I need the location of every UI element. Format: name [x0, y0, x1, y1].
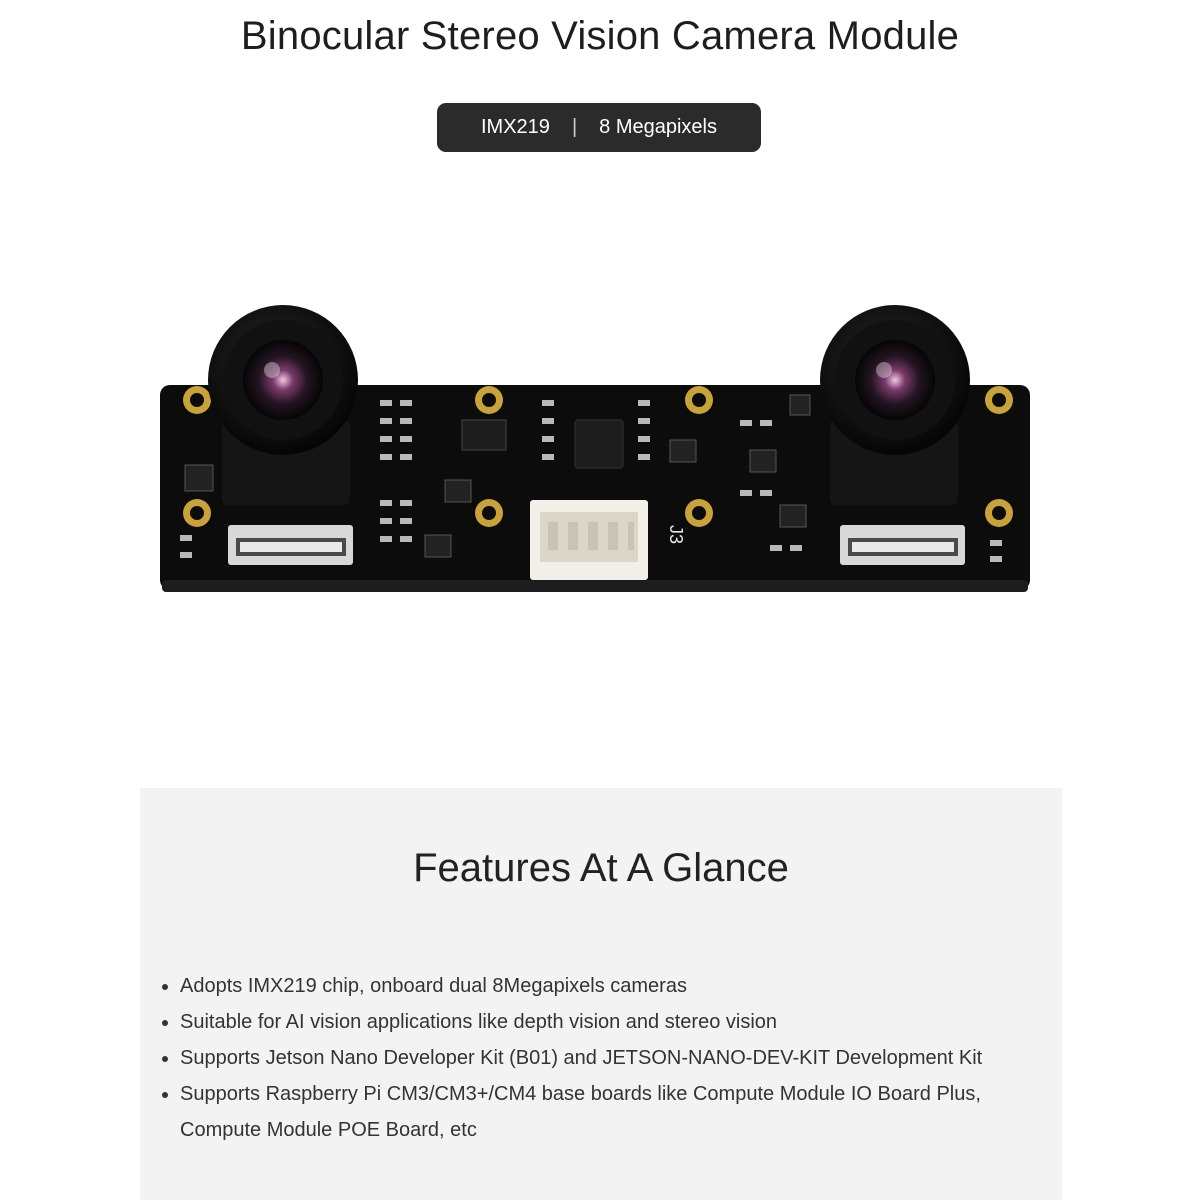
- resolution-label: 8 Megapixels: [599, 116, 717, 138]
- list-item: Suitable for AI vision applications like depth vision and stereo vision: [162, 1004, 1052, 1040]
- sensor-label: IMX219: [481, 116, 550, 138]
- features-heading: Features At A Glance: [413, 846, 789, 890]
- right-fpc-connector: [840, 525, 965, 565]
- camera-board-icon: [150, 300, 1050, 630]
- left-fpc-connector: [228, 525, 353, 565]
- list-item: Supports Jetson Nano Developer Kit (B01) and JETSON-NANO-DEV-KIT Development Kit: [162, 1040, 1052, 1076]
- product-image: [150, 300, 1050, 630]
- page-title: Binocular Stereo Vision Camera Module: [240, 14, 960, 58]
- spec-separator: |: [571, 116, 578, 138]
- feature-list: [162, 968, 1052, 1148]
- left-camera-lens: [208, 305, 358, 505]
- board-label: J3: [666, 525, 686, 545]
- spec-badge: [437, 103, 761, 152]
- center-chip: [575, 420, 623, 468]
- j3-connector: [530, 500, 648, 580]
- features-panel: [140, 788, 1062, 1200]
- list-item: Adopts IMX219 chip, onboard dual 8Megapixels cameras: [162, 968, 1052, 1004]
- right-camera-lens: [820, 305, 970, 505]
- list-item: Supports Raspberry Pi CM3/CM3+/CM4 base boards like Compute Module IO Board Plus, Compute Module POE Board, etc: [162, 1076, 1052, 1148]
